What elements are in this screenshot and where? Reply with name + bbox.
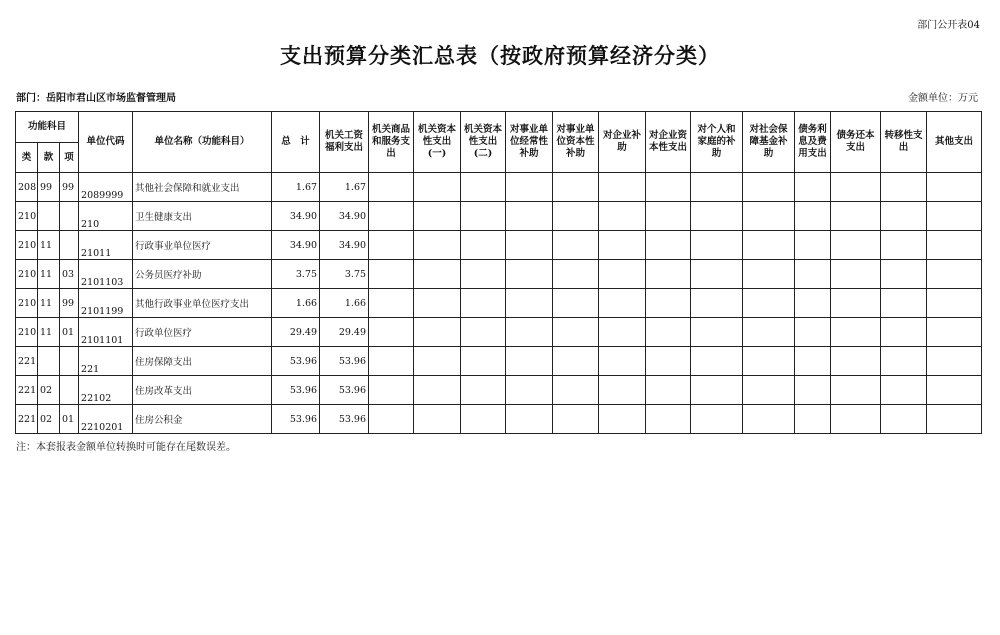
cell-empty — [414, 318, 461, 347]
cell-unit-name: 卫生健康支出 — [133, 202, 272, 231]
cell-empty — [691, 202, 743, 231]
cell-empty — [553, 260, 599, 289]
header-unit-code: 单位代码 — [79, 112, 133, 173]
cell-empty — [599, 405, 646, 434]
cell-empty — [743, 376, 795, 405]
cell-xiang: 01 — [60, 318, 79, 347]
page-title: 支出预算分类汇总表（按政府预算经济分类） — [280, 43, 720, 68]
cell-empty — [461, 289, 506, 318]
cell-empty — [795, 260, 831, 289]
cell-total: 1.67 — [272, 173, 320, 202]
header-col: 对个人和家庭的补助 — [691, 112, 743, 173]
cell-xiang: 99 — [60, 173, 79, 202]
cell-unit-name: 行政单位医疗 — [133, 318, 272, 347]
cell-empty — [599, 260, 646, 289]
cell-empty — [881, 289, 927, 318]
header-col: 债务还本支出 — [831, 112, 881, 173]
cell-empty — [599, 231, 646, 260]
cell-empty — [369, 376, 414, 405]
header-col: 对事业单位资本性补助 — [553, 112, 599, 173]
cell-unit-name: 公务员医疗补助 — [133, 260, 272, 289]
cell-kuan: 11 — [38, 260, 60, 289]
cell-total: 29.49 — [272, 318, 320, 347]
cell-lei: 208 — [16, 173, 38, 202]
cell-empty — [599, 289, 646, 318]
table-body — [16, 173, 982, 434]
cell-kuan: 11 — [38, 318, 60, 347]
cell-wage-welfare: 53.96 — [320, 347, 369, 376]
cell-xiang — [60, 202, 79, 231]
cell-empty — [795, 405, 831, 434]
cell-unit-name: 住房公积金 — [133, 405, 272, 434]
cell-empty — [795, 376, 831, 405]
cell-empty — [881, 376, 927, 405]
cell-empty — [414, 347, 461, 376]
cell-empty — [831, 347, 881, 376]
cell-empty — [506, 231, 553, 260]
department-label: 部门：岳阳市君山区市场监督管理局 — [16, 93, 176, 104]
cell-empty — [461, 173, 506, 202]
cell-empty — [743, 173, 795, 202]
cell-empty — [599, 347, 646, 376]
cell-unit-code: 2089999 — [79, 173, 133, 202]
cell-empty — [506, 202, 553, 231]
cell-empty — [795, 231, 831, 260]
header-col: 机关资本性支出(一) — [414, 112, 461, 173]
header-col: 机关资本性支出(二) — [461, 112, 506, 173]
cell-empty — [646, 173, 691, 202]
cell-empty — [553, 347, 599, 376]
cell-empty — [831, 173, 881, 202]
cell-empty — [927, 347, 982, 376]
cell-empty — [743, 260, 795, 289]
cell-empty — [691, 318, 743, 347]
cell-empty — [691, 260, 743, 289]
cell-unit-code: 2101103 — [79, 260, 133, 289]
cell-empty — [743, 347, 795, 376]
cell-empty — [646, 376, 691, 405]
cell-lei: 210 — [16, 260, 38, 289]
cell-empty — [795, 289, 831, 318]
cell-empty — [831, 202, 881, 231]
footnote: 注：本套报表金额单位转换时可能存在尾数误差。 — [16, 442, 236, 453]
cell-lei: 210 — [16, 318, 38, 347]
cell-unit-code: 2101101 — [79, 318, 133, 347]
cell-unit-code: 210 — [79, 202, 133, 231]
cell-unit-code: 2210201 — [79, 405, 133, 434]
header-col: 对社会保障基金补助 — [743, 112, 795, 173]
cell-empty — [369, 318, 414, 347]
cell-empty — [831, 376, 881, 405]
cell-total: 53.96 — [272, 347, 320, 376]
cell-wage-welfare: 53.96 — [320, 405, 369, 434]
cell-empty — [414, 376, 461, 405]
table-row — [16, 173, 982, 202]
cell-empty — [553, 173, 599, 202]
cell-empty — [506, 173, 553, 202]
cell-empty — [927, 260, 982, 289]
header-col: 对事业单位经常性补助 — [506, 112, 553, 173]
budget-table — [15, 111, 982, 434]
cell-empty — [927, 202, 982, 231]
cell-unit-code: 221 — [79, 347, 133, 376]
cell-empty — [881, 347, 927, 376]
header-lei: 类 — [16, 143, 38, 173]
cell-empty — [831, 231, 881, 260]
cell-empty — [646, 347, 691, 376]
cell-empty — [461, 202, 506, 231]
cell-empty — [646, 405, 691, 434]
cell-empty — [881, 260, 927, 289]
table-header — [16, 112, 982, 173]
header-func-subject: 功能科目 — [16, 112, 79, 143]
header-total: 总 计 — [272, 112, 320, 173]
cell-total: 3.75 — [272, 260, 320, 289]
cell-empty — [691, 231, 743, 260]
cell-unit-name: 住房改革支出 — [133, 376, 272, 405]
cell-unit-code: 2101199 — [79, 289, 133, 318]
cell-empty — [927, 173, 982, 202]
cell-unit-code: 21011 — [79, 231, 133, 260]
cell-total: 34.90 — [272, 231, 320, 260]
cell-empty — [506, 318, 553, 347]
cell-empty — [743, 318, 795, 347]
cell-empty — [743, 202, 795, 231]
header-col: 对企业资本性支出 — [646, 112, 691, 173]
cell-empty — [646, 260, 691, 289]
cell-wage-welfare: 1.67 — [320, 173, 369, 202]
cell-empty — [691, 289, 743, 318]
cell-empty — [691, 347, 743, 376]
cell-empty — [599, 318, 646, 347]
cell-empty — [927, 289, 982, 318]
cell-lei: 221 — [16, 347, 38, 376]
cell-empty — [414, 173, 461, 202]
header-col: 其他支出 — [927, 112, 982, 173]
cell-empty — [369, 260, 414, 289]
cell-empty — [691, 376, 743, 405]
cell-empty — [461, 405, 506, 434]
cell-empty — [553, 405, 599, 434]
cell-empty — [927, 405, 982, 434]
cell-lei: 210 — [16, 289, 38, 318]
cell-empty — [795, 318, 831, 347]
cell-wage-welfare: 1.66 — [320, 289, 369, 318]
cell-xiang: 03 — [60, 260, 79, 289]
cell-empty — [831, 289, 881, 318]
cell-empty — [646, 202, 691, 231]
cell-empty — [461, 260, 506, 289]
cell-total: 53.96 — [272, 405, 320, 434]
amount-unit-label: 金额单位：万元 — [908, 93, 978, 104]
cell-empty — [646, 289, 691, 318]
cell-empty — [881, 231, 927, 260]
cell-empty — [506, 347, 553, 376]
cell-empty — [553, 318, 599, 347]
cell-empty — [461, 376, 506, 405]
cell-xiang — [60, 376, 79, 405]
cell-kuan: 02 — [38, 405, 60, 434]
cell-empty — [599, 376, 646, 405]
cell-unit-name: 其他社会保障和就业支出 — [133, 173, 272, 202]
table-row — [16, 202, 982, 231]
cell-empty — [369, 173, 414, 202]
cell-empty — [553, 231, 599, 260]
cell-xiang: 01 — [60, 405, 79, 434]
cell-empty — [506, 289, 553, 318]
header-col: 转移性支出 — [881, 112, 927, 173]
cell-empty — [553, 376, 599, 405]
header-unit-name: 单位名称（功能科目） — [133, 112, 272, 173]
cell-empty — [553, 289, 599, 318]
cell-empty — [599, 202, 646, 231]
cell-xiang — [60, 231, 79, 260]
cell-unit-name: 行政事业单位医疗 — [133, 231, 272, 260]
cell-empty — [831, 260, 881, 289]
cell-empty — [927, 231, 982, 260]
cell-empty — [743, 405, 795, 434]
cell-kuan — [38, 202, 60, 231]
cell-empty — [795, 202, 831, 231]
table-row — [16, 376, 982, 405]
cell-lei: 221 — [16, 405, 38, 434]
cell-empty — [369, 405, 414, 434]
cell-wage-welfare: 29.49 — [320, 318, 369, 347]
table-row — [16, 260, 982, 289]
cell-empty — [646, 318, 691, 347]
cell-empty — [831, 405, 881, 434]
cell-xiang: 99 — [60, 289, 79, 318]
table-number-label: 部门公开表04 — [917, 20, 980, 31]
table-row — [16, 347, 982, 376]
cell-empty — [927, 318, 982, 347]
cell-unit-name: 其他行政事业单位医疗支出 — [133, 289, 272, 318]
cell-kuan: 02 — [38, 376, 60, 405]
cell-total: 1.66 — [272, 289, 320, 318]
table-row — [16, 318, 982, 347]
cell-empty — [461, 231, 506, 260]
cell-empty — [691, 405, 743, 434]
cell-kuan — [38, 347, 60, 376]
cell-empty — [795, 173, 831, 202]
cell-empty — [506, 260, 553, 289]
cell-wage-welfare: 34.90 — [320, 231, 369, 260]
cell-empty — [881, 202, 927, 231]
cell-total: 34.90 — [272, 202, 320, 231]
cell-empty — [369, 289, 414, 318]
header-col: 对企业补助 — [599, 112, 646, 173]
table-row — [16, 289, 982, 318]
cell-wage-welfare: 53.96 — [320, 376, 369, 405]
cell-empty — [369, 202, 414, 231]
cell-empty — [461, 318, 506, 347]
cell-empty — [414, 289, 461, 318]
cell-empty — [506, 376, 553, 405]
cell-unit-name: 住房保障支出 — [133, 347, 272, 376]
cell-empty — [831, 318, 881, 347]
cell-empty — [881, 405, 927, 434]
header-kuan: 款 — [38, 143, 60, 173]
cell-empty — [506, 405, 553, 434]
cell-lei: 210 — [16, 231, 38, 260]
cell-empty — [599, 173, 646, 202]
cell-empty — [369, 231, 414, 260]
cell-total: 53.96 — [272, 376, 320, 405]
cell-empty — [369, 347, 414, 376]
cell-empty — [414, 405, 461, 434]
cell-empty — [646, 231, 691, 260]
cell-unit-code: 22102 — [79, 376, 133, 405]
cell-empty — [414, 260, 461, 289]
header-col: 机关商品和服务支出 — [369, 112, 414, 173]
cell-empty — [743, 231, 795, 260]
cell-empty — [881, 173, 927, 202]
cell-kuan: 99 — [38, 173, 60, 202]
cell-empty — [414, 202, 461, 231]
cell-wage-welfare: 3.75 — [320, 260, 369, 289]
cell-empty — [795, 347, 831, 376]
cell-empty — [553, 202, 599, 231]
cell-kuan: 11 — [38, 289, 60, 318]
cell-wage-welfare: 34.90 — [320, 202, 369, 231]
cell-empty — [461, 347, 506, 376]
table-row — [16, 405, 982, 434]
cell-lei: 221 — [16, 376, 38, 405]
cell-empty — [927, 376, 982, 405]
table-row — [16, 231, 982, 260]
cell-empty — [743, 289, 795, 318]
header-col: 债务利息及费用支出 — [795, 112, 831, 173]
cell-xiang — [60, 347, 79, 376]
cell-empty — [414, 231, 461, 260]
header-xiang: 项 — [60, 143, 79, 173]
cell-empty — [881, 318, 927, 347]
cell-empty — [691, 173, 743, 202]
header-col: 机关工资福利支出 — [320, 112, 369, 173]
cell-kuan: 11 — [38, 231, 60, 260]
cell-lei: 210 — [16, 202, 38, 231]
